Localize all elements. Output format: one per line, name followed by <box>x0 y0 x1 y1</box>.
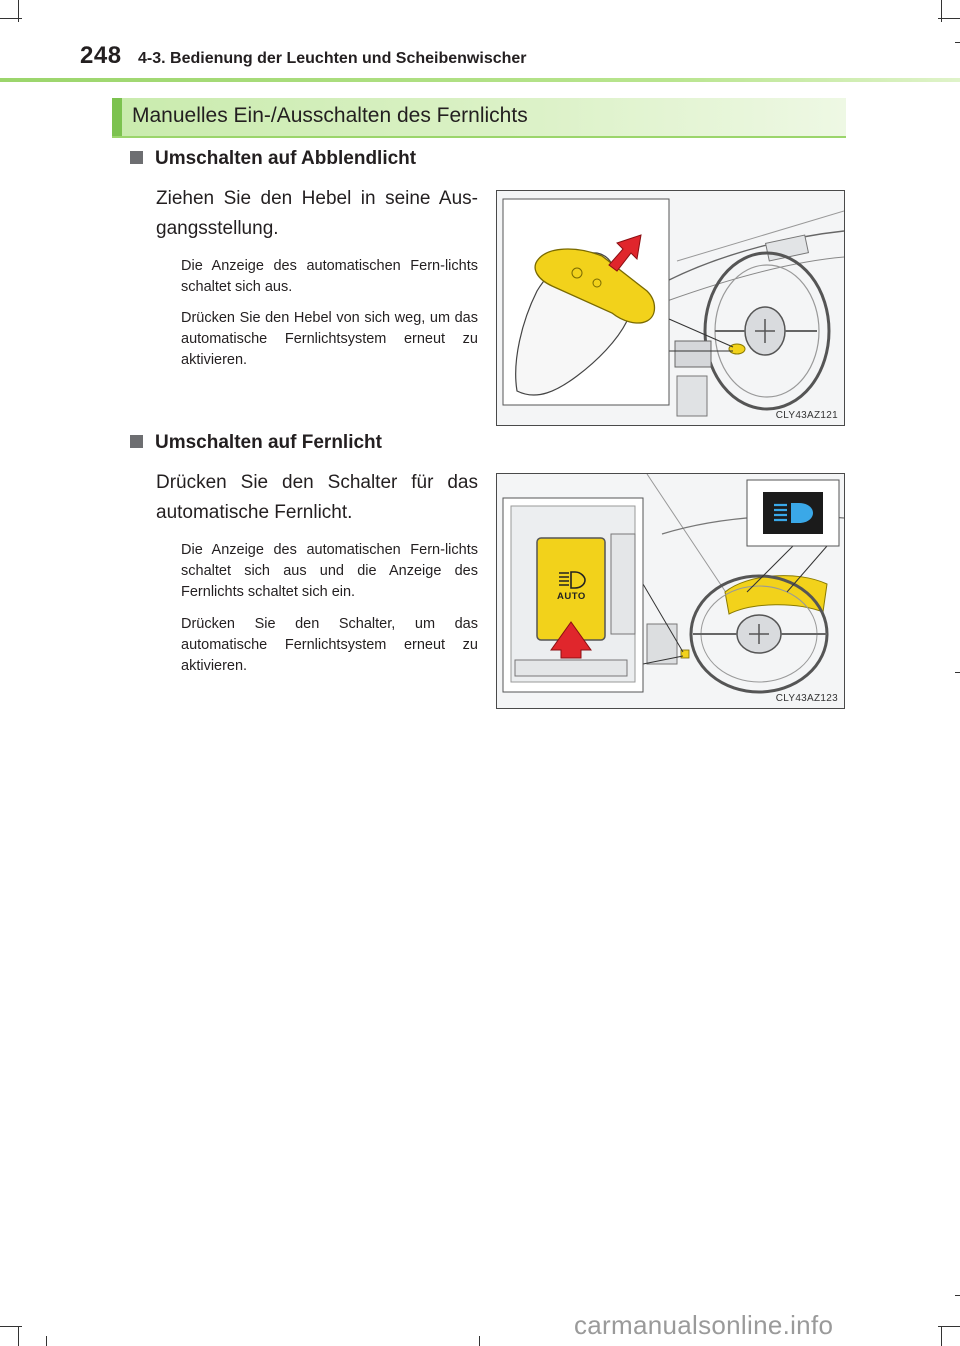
page-number: 248 <box>80 42 122 69</box>
crop-mark <box>955 672 960 673</box>
note-high-beam-1: Die Anzeige des automatischen Fern-lichts schaltet sich aus und die Anzeige des Fernlichts schaltet sich ein. <box>181 542 478 600</box>
note-high-beam-2: Drücken Sie den Schalter, um das automatische Fernlichtsystem erneut zu aktivieren. <box>181 616 478 674</box>
figure-code: CLY43AZ121 <box>775 410 838 421</box>
running-title: 4-3. Bedienung der Leuchten und Scheibenwischer <box>138 50 527 67</box>
watermark: carmanualsonline.info <box>574 1310 834 1340</box>
crop-mark <box>955 42 960 43</box>
crop-mark <box>18 1326 19 1346</box>
figure-code: CLY43AZ123 <box>775 693 838 704</box>
section-title-bar <box>112 98 846 138</box>
bullet-square-icon <box>130 435 143 448</box>
note-low-beam-1: Die Anzeige des automatischen Fern-lichts schaltet sich aus. <box>181 258 478 295</box>
figure-lever <box>496 190 845 426</box>
crop-mark <box>938 1326 960 1327</box>
section-title: Manuelles Ein-/Ausschalten des Fernlichts <box>132 104 528 127</box>
crop-mark <box>18 0 19 22</box>
auto-label: AUTO <box>557 591 586 602</box>
subheading-low-beam <box>130 148 416 170</box>
subheading-text: Umschalten auf Abblendlicht <box>155 148 417 169</box>
crop-mark <box>941 1326 942 1346</box>
instruction-high-beam: Drücken Sie den Schalter für das automatische Fernlicht. <box>156 472 478 523</box>
crop-mark <box>46 1336 47 1346</box>
switch-illustration <box>497 474 844 708</box>
bullet-square-icon <box>130 151 143 164</box>
subheading-text: Umschalten auf Fernlicht <box>155 432 382 453</box>
instruction-low-beam: Ziehen Sie den Hebel in seine Aus-gangsstellung. <box>156 188 478 239</box>
crop-mark <box>479 1336 480 1346</box>
crop-mark <box>955 1295 960 1296</box>
subheading-high-beam <box>130 432 382 454</box>
section-accent <box>112 98 122 136</box>
note-low-beam-2: Drücken Sie den Hebel von sich weg, um das automatische Fernlichtsystem erneut zu aktivieren. <box>181 310 478 368</box>
figure-switch <box>496 473 845 709</box>
lever-illustration <box>497 191 844 425</box>
header-rule <box>0 78 960 82</box>
crop-mark <box>941 0 942 22</box>
